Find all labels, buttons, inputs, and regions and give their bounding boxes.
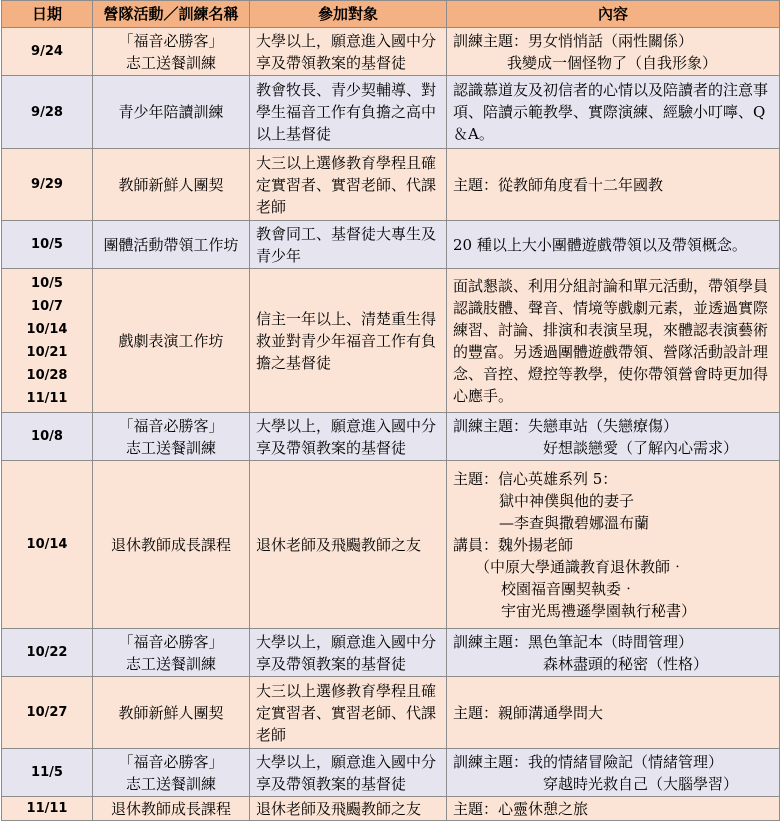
row-date: 10/22 xyxy=(2,629,93,677)
row-date: 11/5 xyxy=(2,749,93,797)
row-date: 10/27 xyxy=(2,677,93,749)
row-date: 10/8 xyxy=(2,413,93,461)
header-row xyxy=(2,1,780,28)
row-content: 訓練主題：我的情緒冒險記（情緒管理） 穿越時光救自己（大腦學習） xyxy=(447,749,780,797)
row-content: 訓練主題：失戀車站（失戀療傷） 好想談戀愛（了解內心需求） xyxy=(447,413,780,461)
table-row xyxy=(2,269,780,413)
row-content: 訓練主題：男女悄悄話（兩性關係） 我變成一個怪物了（自我形象） xyxy=(447,28,780,76)
row-activity-name: 「福音必勝客」 志工送餐訓練 xyxy=(93,629,250,677)
row-audience: 大學以上，願意進入國中分享及帶領教案的基督徒 xyxy=(250,749,447,797)
row-activity-name: 團體活動帶領工作坊 xyxy=(93,221,250,269)
row-activity-name: 「福音必勝客」 志工送餐訓練 xyxy=(93,28,250,76)
row-date: 10/5 xyxy=(2,221,93,269)
row-audience: 大三以上選修教育學程且確定實習者、實習老師、代課老師 xyxy=(250,149,447,221)
row-content: 20 種以上大小團體遊戲帶領以及帶領概念。 xyxy=(447,221,780,269)
table-row xyxy=(2,76,780,149)
table-row xyxy=(2,797,780,821)
row-audience: 大學以上，願意進入國中分享及帶領教案的基督徒 xyxy=(250,629,447,677)
row-content: 主題：從教師角度看十二年國教 xyxy=(447,149,780,221)
row-date: 9/28 xyxy=(2,76,93,149)
row-activity-name: 「福音必勝客」 志工送餐訓練 xyxy=(93,749,250,797)
table-row xyxy=(2,28,780,76)
header-date: 日期 xyxy=(2,1,93,28)
row-content: 主題：心靈休憩之旅 xyxy=(447,797,780,821)
table-row xyxy=(2,221,780,269)
row-audience: 退休老師及飛颺教師之友 xyxy=(250,461,447,629)
row-date: 9/24 xyxy=(2,28,93,76)
row-activity-name: 退休教師成長課程 xyxy=(93,461,250,629)
row-audience: 大三以上選修教育學程且確定實習者、實習老師、代課老師 xyxy=(250,677,447,749)
row-activity-name: 退休教師成長課程 xyxy=(93,797,250,821)
row-date: 11/11 xyxy=(2,797,93,821)
row-audience: 教會牧長、青少契輔導、對學生福音工作有負擔之高中以上基督徒 xyxy=(250,76,447,149)
row-activity-name: 青少年陪讀訓練 xyxy=(93,76,250,149)
header-name: 營隊活動／訓練名稱 xyxy=(93,1,250,28)
row-content: 訓練主題：黑色筆記本（時間管理） 森林盡頭的秘密（性格） xyxy=(447,629,780,677)
row-content: 主題：信心英雄系列 5： 獄中神僕與他的妻子 —李查與撒碧娜溫布蘭 講員：魏外揚老師 （中原大學通識教育退休教師‧ 校園福音團契執委‧ 宇宙光馬禮遜學園執行秘書） xyxy=(447,461,780,629)
table-row xyxy=(2,677,780,749)
row-activity-name: 教師新鮮人團契 xyxy=(93,149,250,221)
row-activity-name: 戲劇表演工作坊 xyxy=(93,269,250,413)
row-date: 10/14 xyxy=(2,461,93,629)
row-audience: 信主一年以上、清楚重生得救並對青少年福音工作有負擔之基督徒 xyxy=(250,269,447,413)
row-audience: 大學以上，願意進入國中分享及帶領教案的基督徒 xyxy=(250,28,447,76)
table-row xyxy=(2,749,780,797)
row-date: 10/5 10/7 10/14 10/21 10/28 11/11 xyxy=(2,269,93,413)
row-audience: 大學以上，願意進入國中分享及帶領教案的基督徒 xyxy=(250,413,447,461)
row-content: 面試懇談、利用分組討論和單元活動，帶領學員認識肢體、聲音、情境等戲劇元素，並透過實際練習、討論、排演和表演呈現，來體認表演藝術的豐富。另透過團體遊戲帶領、營隊活動設計理念、音控、燈控等教學，使你帶領營會時更加得心應手。 xyxy=(447,269,780,413)
row-content: 認識慕道友及初信者的心情以及陪讀者的注意事項、陪讀示範教學、實際演練、經驗小叮嚀、Q＆A。 xyxy=(447,76,780,149)
row-content: 主題：親師溝通學問大 xyxy=(447,677,780,749)
header-content: 內容 xyxy=(447,1,780,28)
schedule-table xyxy=(1,0,780,821)
row-activity-name: 「福音必勝客」 志工送餐訓練 xyxy=(93,413,250,461)
row-audience: 教會同工、基督徒大專生及青少年 xyxy=(250,221,447,269)
table-row xyxy=(2,461,780,629)
table-row xyxy=(2,149,780,221)
row-date: 9/29 xyxy=(2,149,93,221)
table-row xyxy=(2,413,780,461)
header-audience: 參加對象 xyxy=(250,1,447,28)
table-row xyxy=(2,629,780,677)
row-audience: 退休老師及飛颺教師之友 xyxy=(250,797,447,821)
row-activity-name: 教師新鮮人團契 xyxy=(93,677,250,749)
